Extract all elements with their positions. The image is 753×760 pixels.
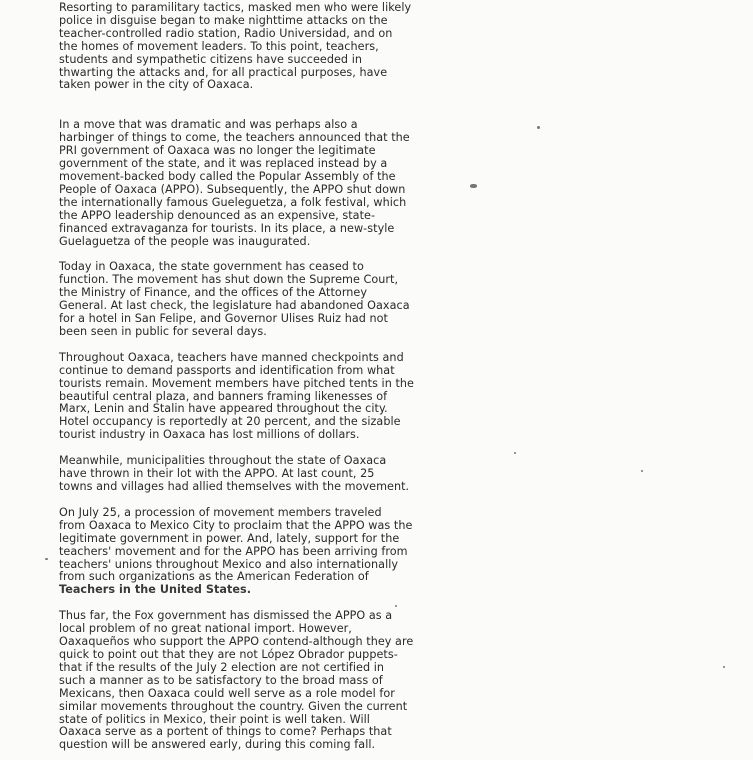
text-line: taken power in the city of Oaxaca. [59,78,254,92]
paragraph-3 [59,260,410,338]
scan-speck [514,452,516,454]
text-line: Oaxaca serve as a portent of things to come? Perhaps that [59,725,392,739]
text-line: for a hotel in San Felipe, and Governor Ulises Ruiz had not [59,312,388,326]
text-line: government of the state, and it was replaced instead by a [59,157,388,171]
text-line-bold: Teachers in the United States. [59,583,252,597]
text-line: Throughout Oaxaca, teachers have manned checkpoints and [59,350,404,364]
text-line: Guelaguetza of the people was inaugurated. [59,234,311,248]
text-line: financed extravaganza for tourists. In its place, a new-style [59,221,395,235]
text-line: from such organizations as the American Federation of [59,570,369,584]
text-line: Hotel occupancy is reportedly at 20 percent, and the sizable [59,415,401,429]
text-line: In a move that was dramatic and was perhaps also a [59,118,358,132]
text-line: Mexicans, then Oaxaca could well serve as a role model for [59,686,395,700]
text-line: beautiful central plaza, and banners framing likenesses of [59,389,388,403]
text-line: function. The movement has shut down the Supreme Court, [59,273,399,287]
text-line: teachers' unions throughout Mexico and also internationally [59,557,399,571]
paragraph-4 [59,350,414,442]
text-line: the internationally famous Gueleguetza, a folk festival, which [59,195,407,209]
text-line: legitimate government in power. And, lately, support for the [59,531,400,545]
text-line: the Ministry of Finance, and the offices of the Attorney [59,286,368,300]
text-line: General. At last check, the legislature had abandoned Oaxaca [59,299,410,313]
text-line: the APPO leadership denounced as an expensive, state- [59,208,376,222]
text-line: question will be answered early, during this coming fall. [59,738,376,752]
scan-speck [537,126,540,129]
text-line: continue to demand passports and identification from what [59,363,395,377]
text-line: People of Oaxaca (APPO). Subsequently, the APPO shut down [59,182,406,196]
text-line: harbinger of things to come, the teachers announced that the [59,131,410,145]
text-line: have thrown in their lot with the APPO. At last count, 25 [59,467,375,481]
text-line: Thus far, the Fox government has dismissed the APPO as a [59,609,393,623]
text-line: state of politics in Mexico, their point is well taken. Will [59,712,370,726]
paragraph-6 [59,505,413,597]
scan-speck [641,470,643,472]
text-line: such a manner as to be satisfactory to the broad mass of [59,673,383,687]
text-line: been seen in public for several days. [59,324,267,338]
text-line: Today in Oaxaca, the state government has ceased to [59,260,364,274]
text-line: students and sympathetic citizens have succeeded in [59,52,362,66]
paragraph-7 [59,609,414,752]
text-line: Marx, Lenin and Stalin have appeared throughout the city. [59,402,388,416]
text-line: tourists remain. Movement members have pitched tents in the [59,376,414,390]
text-line: towns and villages had allied themselves with the movement. [59,480,410,493]
text-line: PRI government of Oaxaca was no longer the legitimate [59,144,376,158]
text-line: teachers' movement and for the APPO has been arriving from [59,544,408,558]
paragraph-2 [59,118,410,248]
text-line: tourist industry in Oaxaca has lost millions of dollars. [59,428,360,442]
text-line: Meanwhile, municipalities throughout the state of Oaxaca [59,454,387,468]
article-column [59,1,414,752]
text-line: teacher-controlled radio station, Radio Universidad, and on [59,26,393,40]
text-line: movement-backed body called the Popular Assembly of the [59,169,396,183]
text-line: from Oaxaca to Mexico City to proclaim that the APPO was the [59,518,413,532]
text-line: On July 25, a procession of movement members traveled [59,505,382,519]
text-line: Resorting to paramilitary tactics, masked men who were likely [59,1,412,14]
text-line: police in disguise began to make nighttime attacks on the [59,13,388,27]
text-line: Oaxaqueños who support the APPO contend-although they are [59,635,414,649]
scan-speck [470,184,477,188]
text-line: quick to point out that they are not López Obrador puppets- [59,647,398,661]
text-line: thwarting the attacks and, for all practical purposes, have [59,65,388,79]
text-line: the homes of movement leaders. To this point, teachers, [59,39,379,53]
text-line: that if the results of the July 2 election are not certified in [59,660,385,674]
scan-speck [723,666,725,668]
paragraph-1 [59,1,412,92]
text-line: similar movements throughout the country. Given the current [59,699,408,713]
paragraph-5 [59,454,410,494]
scan-speck [45,558,48,560]
text-line: local problem of no great national import. However, [59,622,352,636]
